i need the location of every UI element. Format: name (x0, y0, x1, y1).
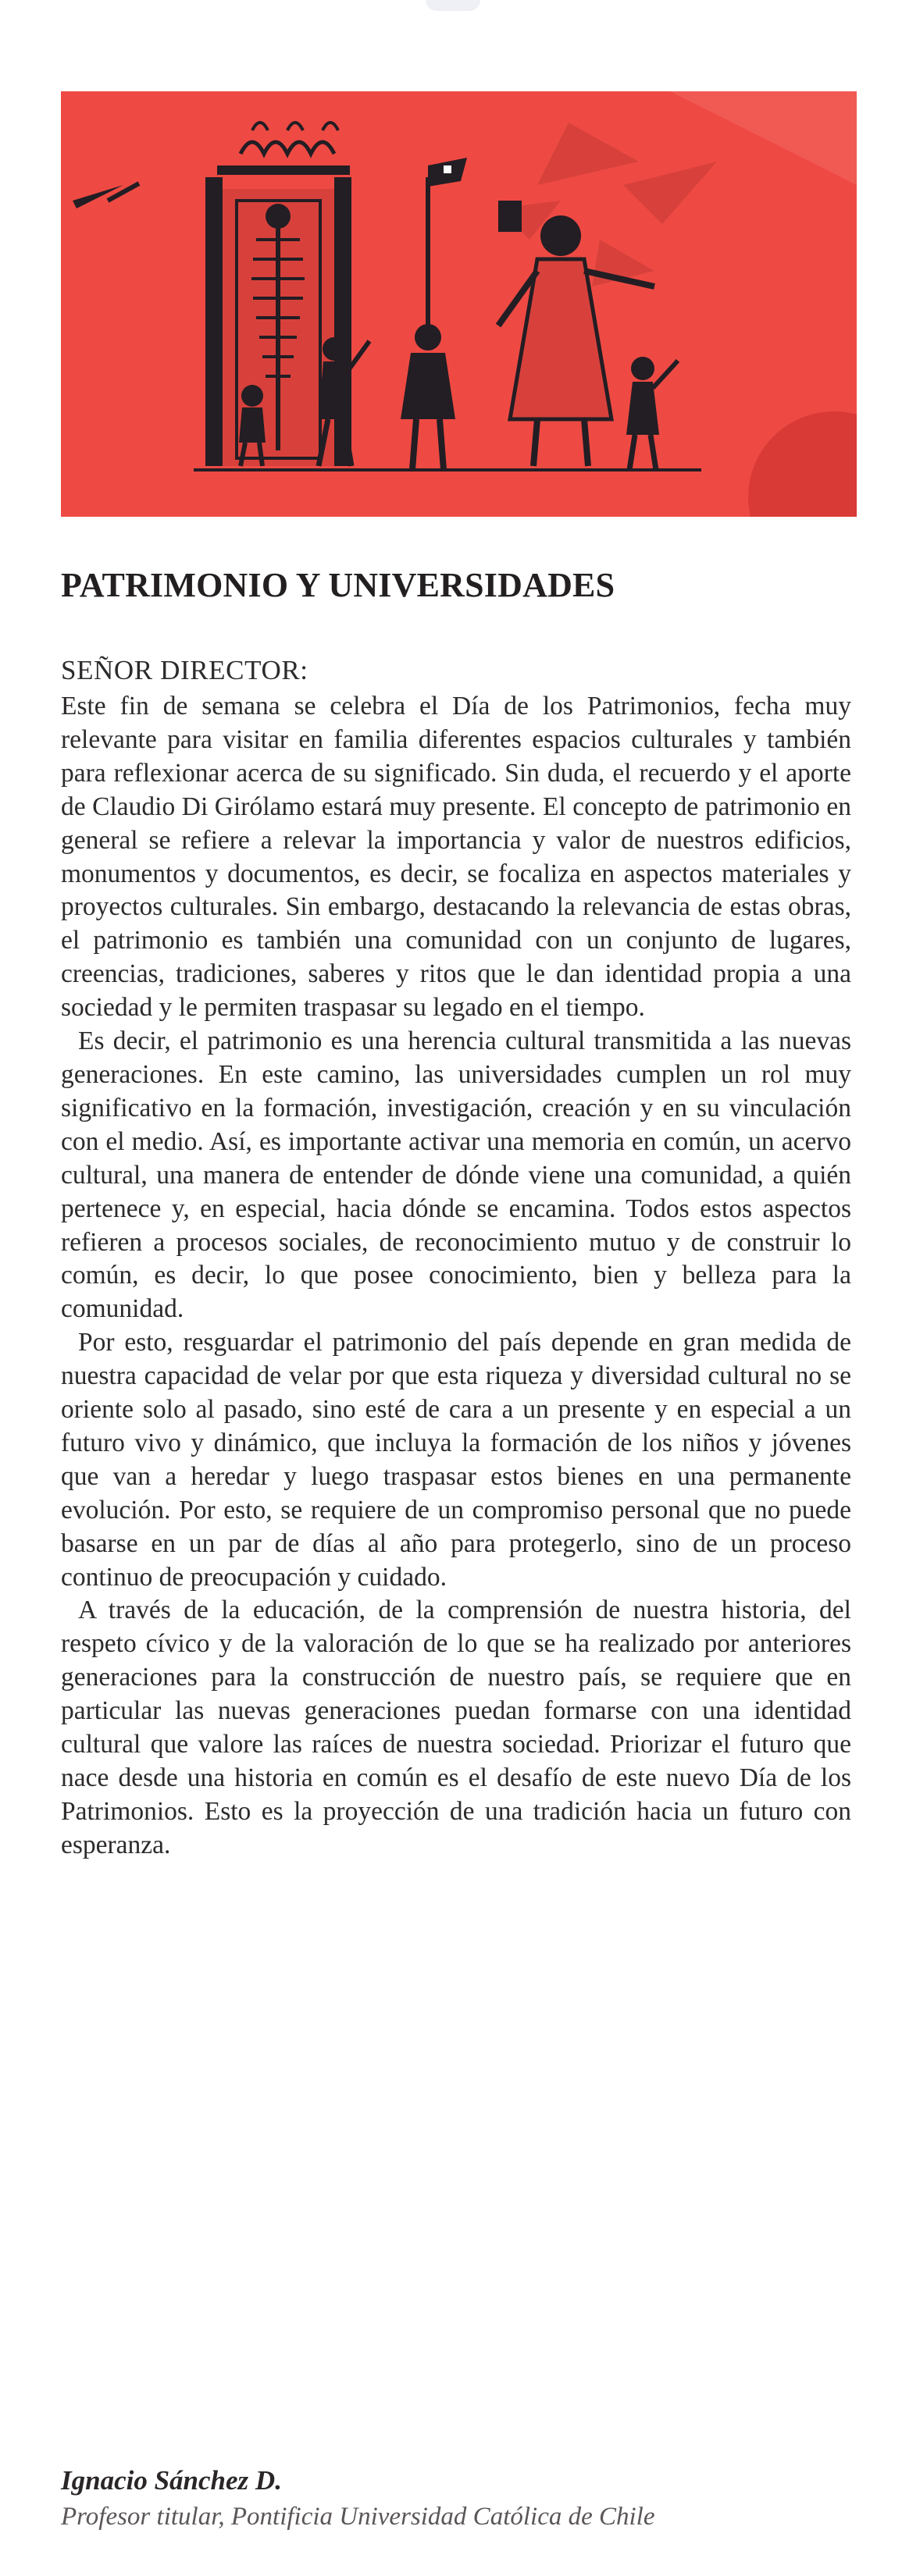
top-scroll-indicator (426, 0, 480, 11)
salutation: SEÑOR DIRECTOR: (61, 655, 308, 685)
author-title: Profesor titular, Pontificia Universidad Católica de Chile (61, 2503, 655, 2531)
paragraph-2: Es decir, el patrimonio es una herencia cultural transmitida a las nuevas generaciones. En este camino, las universidades cumplen un rol muy significativo en la formación, investigación, creación y en su vinculación con el medio. Así, es importante activar una memoria en común, un acervo cultural, una manera de entender de dónde viene una comunidad, a quién pertenece y, en especial, hacia dónde se encamina. Todos estos aspectos refieren a procesos sociales, de reconocimiento mutuo y de construir lo común, es decir, lo que posee conocimiento, bien y belleza para la comunidad. (61, 1026, 851, 1324)
paragraph-1: Este fin de semana se celebra el Día de los Patrimonios, fecha muy relevante para visitar en familia diferentes espacios culturales y también para reflexionar acerca de su significado. Sin duda, el recuerdo y el aporte de Claudio Di Girólamo estará muy presente. El concepto de patrimonio en general se refiere a relevar la importancia y valor de nuestros edificios, monumentos y documentos, es decir, se focaliza en aspectos materiales y proyectos culturales. Sin embargo, destacando la relevancia de estas obras, el patrimonio es también una comunidad con un conjunto de lugares, creencias, tradiciones, saberes y ritos que le dan identidad propia a una sociedad y le permiten traspasar su legado en el tiempo. (61, 692, 851, 1023)
heritage-illustration (61, 91, 857, 517)
heritage-illustration-icon (61, 91, 857, 517)
author-name: Ignacio Sánchez D. (61, 2465, 282, 2496)
paragraph-4: A través de la educación, de la comprensión de nuestra historia, del respeto cívico y de la valoración de lo que se ha realizado por anteriores generaciones para la construcción de nuestro país, se requiere que en particular las nuevas generaciones puedan formarse con una identidad cultural que valore las raíces de nuestra sociedad. Priorizar el futuro que nace desde una historia en común es el desafío de este nuevo Día de los Patrimonios. Esto es la proyección de una tradición hacia un futuro con esperanza. (61, 1596, 851, 1859)
letter-body (61, 690, 851, 1863)
headline: PATRIMONIO Y UNIVERSIDADES (61, 566, 615, 604)
paragraph-3: Por esto, resguardar el patrimonio del país depende en gran medida de nuestra capacidad de velar por que esta riqueza y diversidad cultural no se oriente solo al pasado, sino esté de cara a un presente y en especial a un futuro vivo y dinámico, que incluya la formación de los niños y jóvenes que van a heredar y luego traspasar estos bienes en una permanente evolución. Por esto, se requiere de un compromiso personal que no puede basarse en un par de días al año para protegerlo, sino de un proceso continuo de preocupación y cuidado. (61, 1328, 851, 1592)
